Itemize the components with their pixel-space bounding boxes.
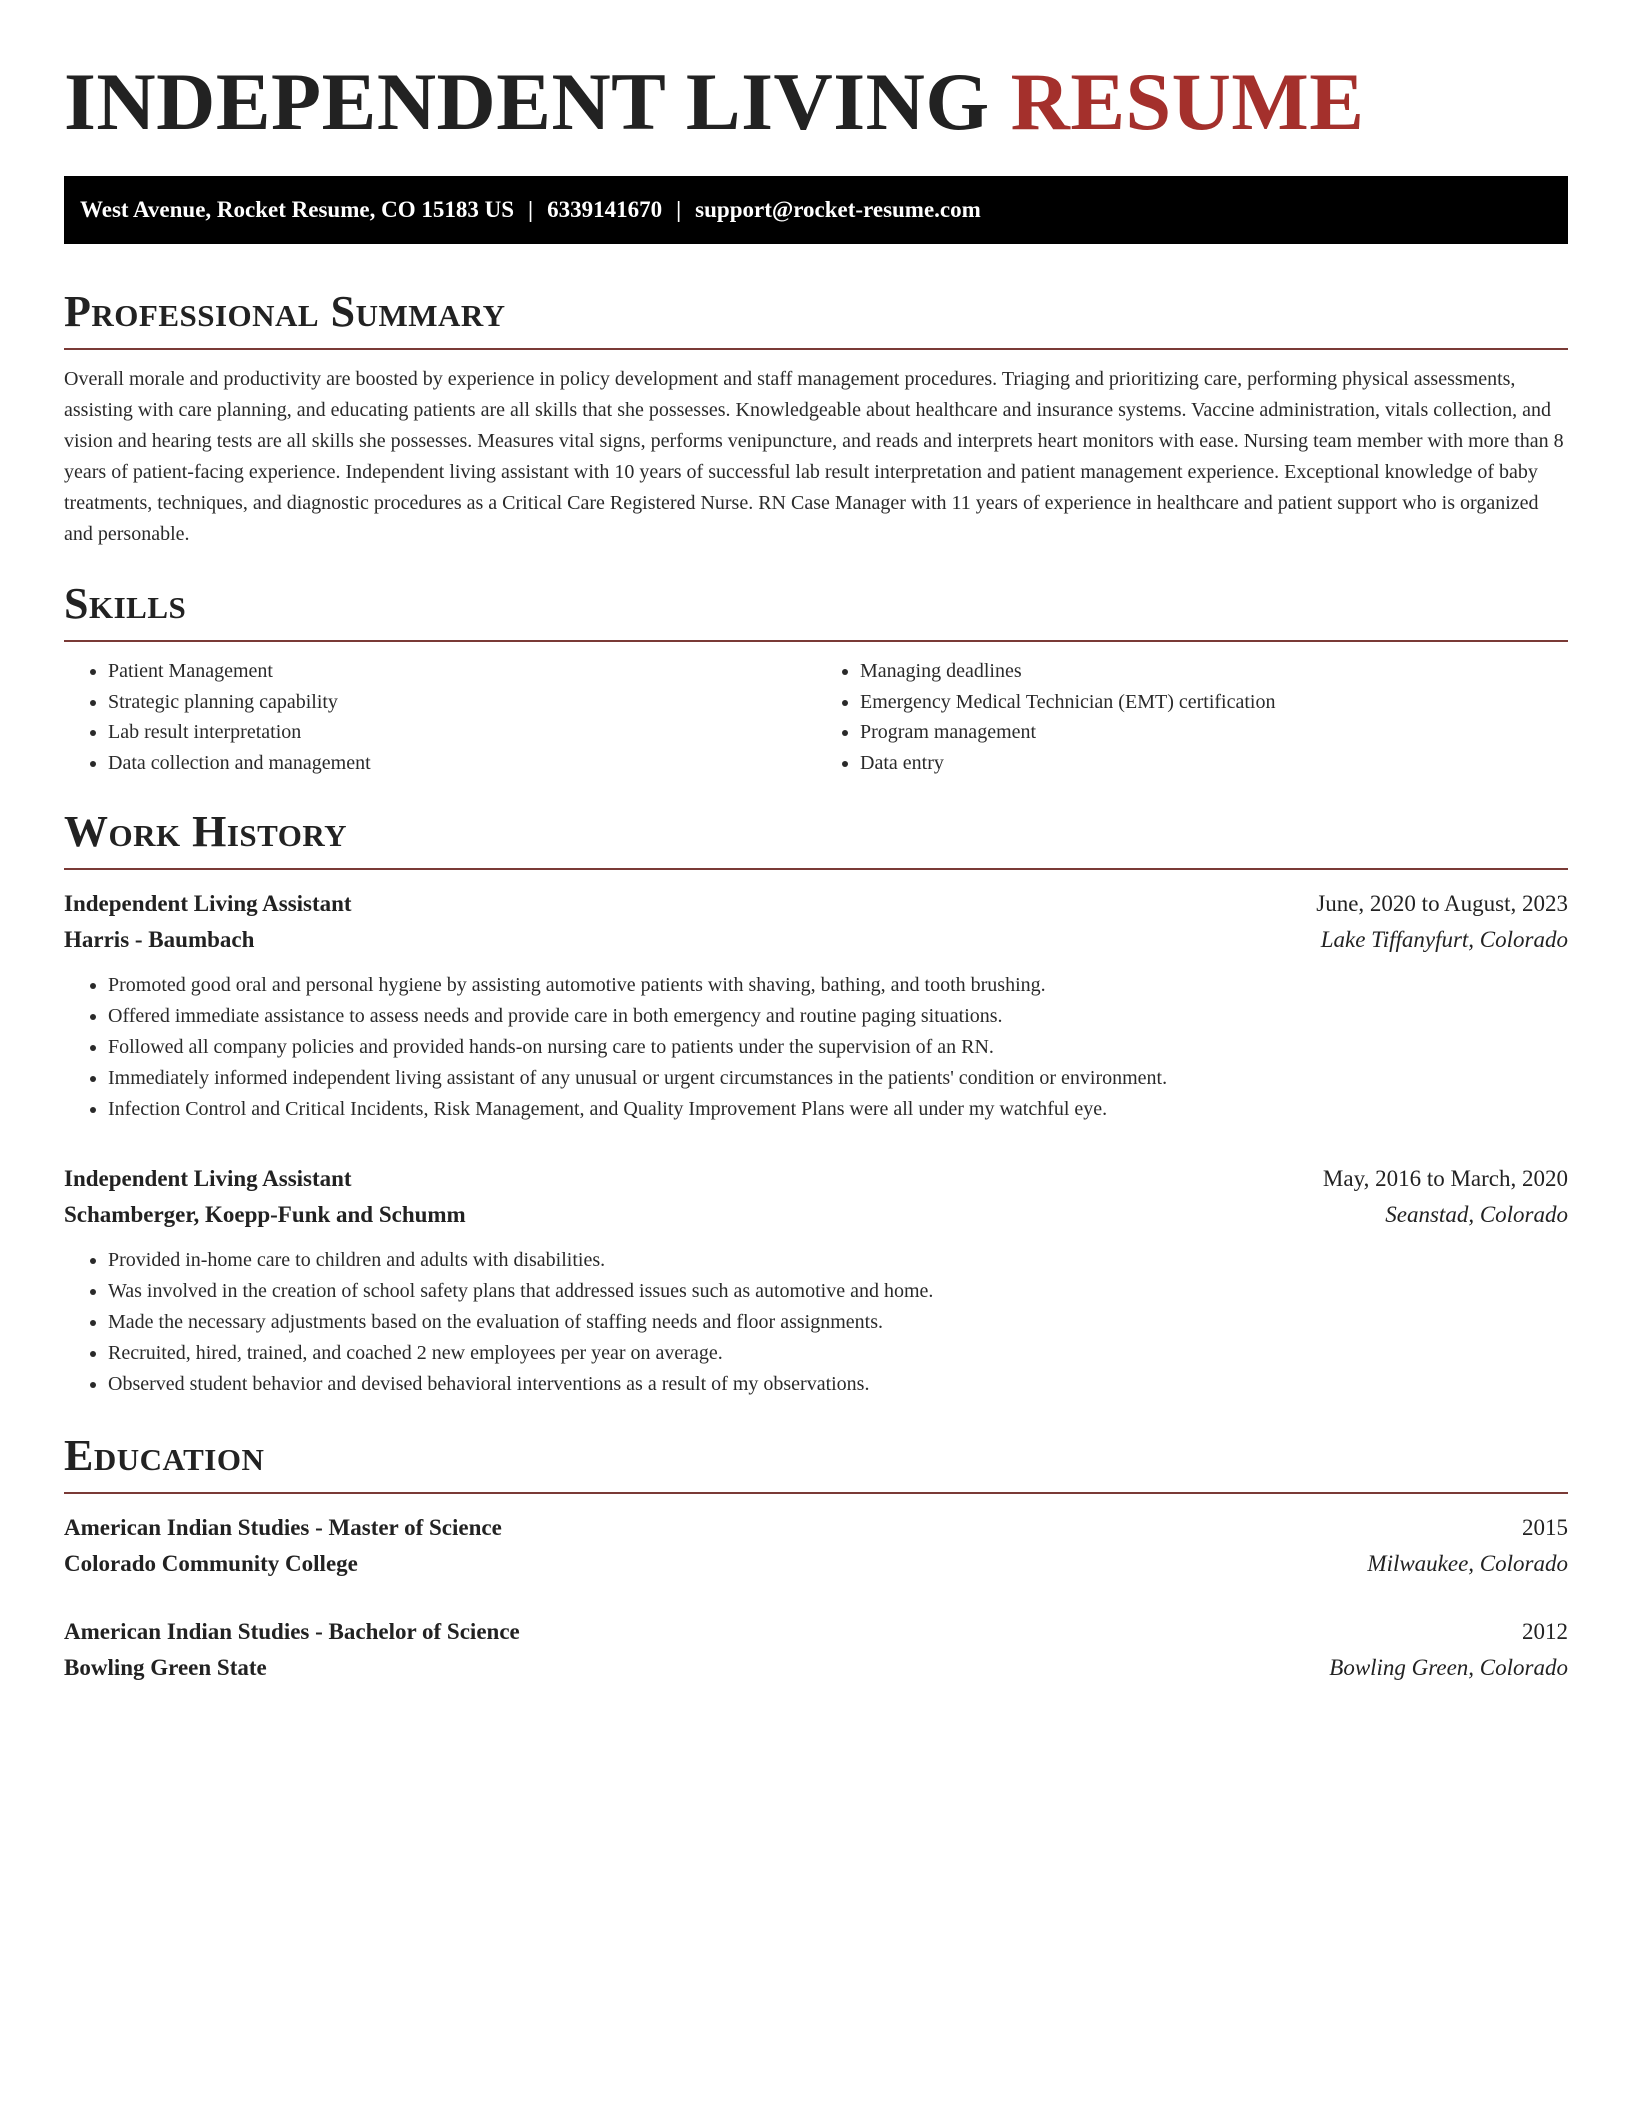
contact-email: support@rocket-resume.com	[695, 197, 981, 222]
summary-heading: Professional Summary	[64, 286, 1568, 350]
education-school-row	[64, 1650, 1568, 1686]
job-bullet: • Recruited, hired, trained, and coached 2 new employees per year on average.	[108, 1338, 1568, 1369]
education-school-row	[64, 1546, 1568, 1582]
education-year: 2015	[1522, 1515, 1568, 1540]
skills-column-right	[816, 656, 1568, 778]
job-title-row	[64, 1161, 1568, 1197]
contact-phone: 6339141670	[547, 197, 663, 222]
skill-item: • Lab result interpretation	[108, 717, 816, 748]
education-entry	[64, 1614, 1568, 1686]
education-year: 2012	[1522, 1619, 1568, 1644]
resume-content	[64, 56, 1568, 1686]
job-company: Harris - Baumbach	[64, 927, 255, 952]
education-entry	[64, 1510, 1568, 1582]
resume-title	[64, 56, 1568, 148]
job-title: Independent Living Assistant	[64, 891, 352, 916]
job-bullet: • Immediately informed independent living assistant of any unusual or urgent circumstances in the patients' condition or environment.	[108, 1063, 1568, 1094]
job-company: Schamberger, Koepp-Funk and Schumm	[64, 1202, 466, 1227]
skill-item: • Program management	[860, 717, 1568, 748]
job-bullet: • Was involved in the creation of school safety plans that addressed issues such as automotive and home.	[108, 1276, 1568, 1307]
job-bullets	[64, 1245, 1568, 1400]
job-location: Lake Tiffanyfurt, Colorado	[1320, 927, 1568, 952]
skill-item: • Patient Management	[108, 656, 816, 687]
job-dates: June, 2020 to August, 2023	[1316, 891, 1568, 916]
job-entry	[64, 1161, 1568, 1400]
skills-grid	[64, 656, 1568, 778]
education-school: Colorado Community College	[64, 1551, 358, 1576]
skill-item: • Emergency Medical Technician (EMT) certification	[860, 687, 1568, 718]
skill-item: • Data collection and management	[108, 748, 816, 779]
job-bullet: • Provided in-home care to children and adults with disabilities.	[108, 1245, 1568, 1276]
job-bullet: • Promoted good oral and personal hygiene by assisting automotive patients with shaving, bathing, and tooth brushing.	[108, 970, 1568, 1001]
skills-heading: Skills	[64, 578, 1568, 642]
job-location: Seanstad, Colorado	[1385, 1202, 1568, 1227]
job-company-row	[64, 922, 1568, 958]
education-school: Bowling Green State	[64, 1655, 267, 1680]
job-bullet: • Observed student behavior and devised behavioral interventions as a result of my observations.	[108, 1369, 1568, 1400]
job-bullet: • Infection Control and Critical Incidents, Risk Management, and Quality Improvement Plans were all under my watchful eye.	[108, 1094, 1568, 1125]
education-heading: Education	[64, 1430, 1568, 1494]
education-location: Milwaukee, Colorado	[1367, 1551, 1568, 1576]
skills-section	[64, 578, 1568, 778]
education-degree-row	[64, 1510, 1568, 1546]
education-section	[64, 1430, 1568, 1686]
contact-bar	[64, 176, 1568, 244]
job-title-row	[64, 886, 1568, 922]
work-history-heading: Work History	[64, 806, 1568, 870]
title-accent: RESUME	[1010, 56, 1365, 147]
job-bullet: • Followed all company policies and provided hands-on nursing care to patients under the supervision of an RN.	[108, 1032, 1568, 1063]
education-degree: American Indian Studies - Master of Science	[64, 1515, 502, 1540]
contact-separator: |	[528, 197, 534, 222]
title-main: INDEPENDENT LIVING	[64, 56, 990, 147]
skill-item: • Managing deadlines	[860, 656, 1568, 687]
job-entry	[64, 886, 1568, 1125]
job-bullet: • Offered immediate assistance to assess needs and provide care in both emergency and routine paging situations.	[108, 1001, 1568, 1032]
education-degree-row	[64, 1614, 1568, 1650]
skills-column-left	[64, 656, 816, 778]
summary-section	[64, 286, 1568, 550]
job-title: Independent Living Assistant	[64, 1166, 352, 1191]
contact-separator: |	[676, 197, 682, 222]
job-dates: May, 2016 to March, 2020	[1322, 1166, 1568, 1191]
education-degree: American Indian Studies - Bachelor of Science	[64, 1619, 520, 1644]
job-bullets	[64, 970, 1568, 1125]
skill-item: • Strategic planning capability	[108, 687, 816, 718]
work-history-section	[64, 806, 1568, 1400]
education-location: Bowling Green, Colorado	[1329, 1655, 1568, 1680]
summary-text: Overall morale and productivity are boosted by experience in policy development and staff management procedures. Triaging and prioritizing care, performing physical assessments, assisting with care planning, and educating patients are all skills that she possesses. Knowledgeable about healthcare and insurance systems. Vaccine administration, vitals collection, and vision and hearing tests are all skills she possesses. Measures vital signs, performs venipuncture, and reads and interprets heart monitors with ease. Nursing team member with more than 8 years of patient-facing experience. Independent living assistant with 10 years of successful lab result interpretation and patient management experience. Exceptional knowledge of baby treatments, techniques, and diagnostic procedures as a Critical Care Registered Nurse. RN Case Manager with 11 years of experience in healthcare and patient support who is organized and personable.	[64, 368, 1564, 545]
job-company-row	[64, 1197, 1568, 1233]
skill-item: • Data entry	[860, 748, 1568, 779]
job-bullet: • Made the necessary adjustments based on the evaluation of staffing needs and floor assignments.	[108, 1307, 1568, 1338]
contact-address: West Avenue, Rocket Resume, CO 15183 US	[80, 197, 514, 222]
